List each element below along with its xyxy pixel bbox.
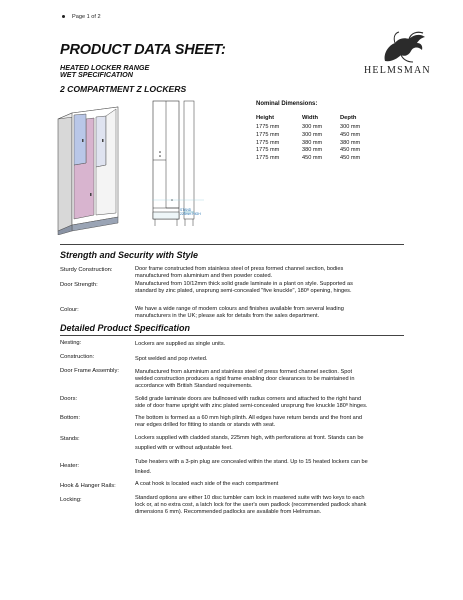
text-line: rear edges drilled for fitting to stands or stands with seat. [135, 421, 276, 428]
stand-annotation-line-2: 225mm HIGH [180, 212, 201, 216]
table-cell: 450 mm [340, 155, 361, 162]
door-strength-label: Door Strength: [60, 282, 98, 288]
locker-illustration [56, 103, 120, 235]
text-line: dimensions 6 mm). Recommended padlocks are available from Helmsman. [135, 508, 322, 515]
bottom-text [135, 415, 415, 429]
sturdy-construction-label: Sturdy Construction: [60, 267, 113, 273]
construction-text [135, 356, 415, 363]
heater-text [135, 458, 415, 477]
table-cell: 300 mm [340, 124, 361, 130]
text-line: accordance with British Standard requirements. [135, 382, 253, 389]
hook-hanger-rails-text [135, 481, 415, 488]
text-line: Lockers are supplied as single units. [135, 341, 226, 347]
locking-label: Locking: [60, 497, 82, 503]
page-marker-text: Page 1 of 2 [72, 14, 101, 20]
stands-text [135, 434, 415, 453]
brand-name: HELMSMAN [364, 65, 431, 76]
text-line: Door frame constructed from stainless steel of press formed channel section, bodies [135, 266, 344, 272]
page-title: PRODUCT DATA SHEET: [60, 42, 226, 58]
table-cell: 450 mm [340, 147, 361, 154]
table-cell: 450 mm [340, 131, 361, 138]
text-line: Spot welded and pop riveted. [135, 356, 208, 362]
table-row [256, 124, 380, 132]
text-line: Manufactured from 10/12mm thick solid grade laminate in a plant on style. Supported as [135, 281, 353, 287]
construction-label: Construction: [60, 354, 95, 360]
spec-heading: Detailed Product Specification [60, 323, 191, 333]
column-header-width: Width [302, 115, 319, 121]
doors-text [135, 396, 415, 410]
table-cell: 1775 mm [256, 147, 280, 154]
nesting-text [135, 341, 415, 348]
table-row [256, 140, 380, 148]
dimensions-table [256, 115, 380, 163]
text-line: Solid grade laminate doors are bullnosed with radius corners and attached to the right hand [135, 396, 362, 402]
nesting-label: Nesting: [60, 340, 82, 346]
table-cell: 1775 mm [256, 139, 280, 146]
product-range-heading [60, 64, 149, 79]
table-cell: 300 mm [302, 131, 323, 138]
doors-label: Doors: [60, 396, 78, 402]
text-line: standard by zinc plated, unsprung semi-concealed "five knuckle", 180º opening, hinges. [135, 287, 352, 294]
text-line: side of door frame upright with zinc plated semi-concealed unsprung five knuckle 180º hinges. [135, 402, 368, 409]
text-line: linked. [135, 468, 152, 475]
stand-annotation-line-1: STAND [180, 208, 192, 212]
helmsman-logo [365, 31, 435, 65]
colour-text [135, 306, 415, 320]
text-line: manufactured from aluminium and then powder coated. [135, 272, 273, 279]
table-cell: 300 mm [302, 124, 323, 130]
table-row [256, 132, 380, 140]
section-divider [60, 335, 404, 336]
bullet-icon [62, 15, 65, 18]
product-subtitle: 2 COMPARTMENT Z LOCKERS [60, 84, 187, 94]
text-line: supplied with or without adjustable feet. [135, 444, 233, 451]
text-line: We have a wide range of modern colours and finishes available from several leading [135, 306, 344, 312]
stands-label: Stands: [60, 436, 80, 442]
text-line: manufacturers in the UK; please ask for details from the sales department. [135, 312, 320, 319]
text-line: Standard options are either 10 disc tumbler cam lock in mastered suite with two keys to each [135, 495, 365, 501]
table-cell: 1775 mm [256, 131, 280, 138]
table-cell: 380 mm [302, 147, 323, 154]
text-line: Tube heaters with a 3-pin plug are concealed within the stand. Up to 15 heated lockers can be [135, 459, 368, 465]
text-line: Manufactured from aluminium and stainless steel of press formed channel section. Spot [135, 369, 353, 375]
text-line: welded construction produces a rigid frame enabling door clearances to be maintained in [135, 375, 355, 382]
table-row [256, 155, 380, 163]
door-frame-assembly-text [135, 369, 415, 390]
column-header-depth: Depth [340, 115, 357, 121]
stand-annotation [180, 208, 201, 216]
door-strength-text [135, 281, 415, 295]
strength-heading: Strength and Security with Style [60, 250, 199, 260]
table-cell: 1775 mm [256, 155, 280, 162]
table-row [256, 147, 380, 155]
door-frame-assembly-label: Door Frame Assembly: [60, 368, 119, 374]
section-divider [60, 244, 404, 245]
column-header-height: Height [256, 115, 275, 121]
text-line: The bottom is formed as a 60 mm high plinth. All edges have return bends and the front and [135, 415, 362, 421]
dimensions-header-row [256, 115, 380, 124]
text-line: Lockers supplied with cladded stands, 225mm high, with perforations at front. Stands can be [135, 435, 364, 441]
page-marker [62, 14, 101, 20]
table-cell: 450 mm [302, 155, 323, 162]
colour-label: Colour: [60, 307, 79, 313]
hook-hanger-rails-label: Hook & Hanger Rails: [60, 483, 116, 489]
subtitle-line-2: WET SPECIFICATION [60, 70, 133, 80]
locking-text [135, 495, 415, 516]
text-line: A coat hook is located each side of the each compartment [135, 481, 279, 487]
table-cell: 380 mm [302, 139, 323, 146]
subtitle-line-1: HEATED LOCKER RANGE [60, 63, 150, 72]
heater-label: Heater: [60, 463, 80, 469]
text-line: lock or, at no extra cost, a latch lock for the user's own padlock (recommended padlock shank [135, 501, 367, 508]
bottom-label: Bottom: [60, 415, 80, 421]
table-cell: 1775 mm [256, 124, 280, 130]
table-cell: 380 mm [340, 139, 361, 146]
sturdy-construction-text [135, 266, 415, 280]
dimensions-heading: Nominal Dimensions: [256, 101, 318, 107]
